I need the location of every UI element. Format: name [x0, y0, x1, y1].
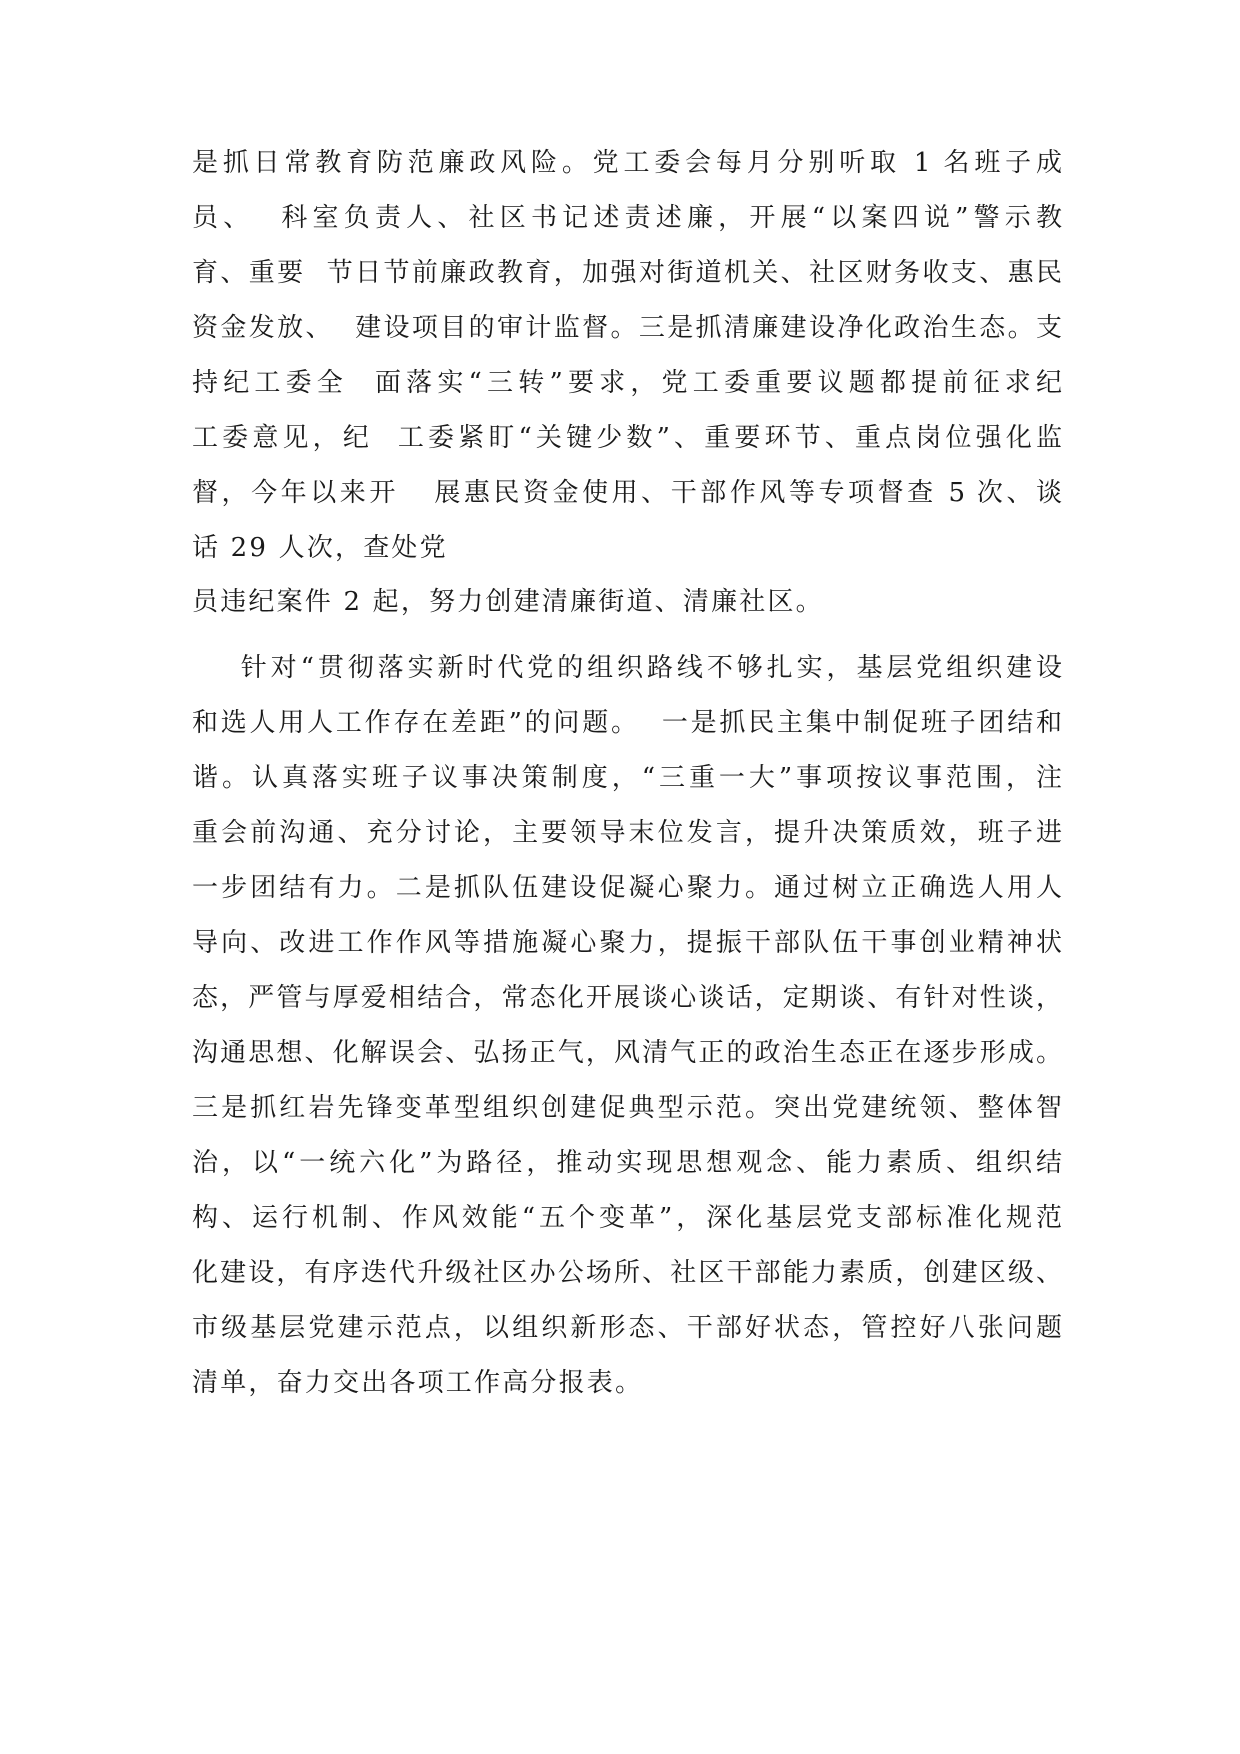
paragraph-2-line-11: 构、运行机制、作风效能“五个变革”，深化基层党支部标准化规范 [192, 1203, 1062, 1233]
paragraph-2-line-5: 一步团结有力。二是抓队伍建设促凝心聚力。通过树立正确选人用人 [192, 873, 1062, 903]
paragraph-2-line-7: 态，严管与厚爱相结合，常态化开展谈心谈话，定期谈、有针对性谈， [192, 983, 1062, 1013]
paragraph-1-line-6: 工委意见，纪 工委紧盯“关键少数”、重要环节、重点岗位强化监 [192, 423, 1062, 453]
paragraph-1-line-3: 育、重要 节日节前廉政教育，加强对街道机关、社区财务收支、惠民 [192, 258, 1062, 288]
paragraph-2-line-13: 市级基层党建示范点，以组织新形态、干部好状态，管控好八张问题 [192, 1313, 1062, 1343]
paragraph-2-line-6: 导向、改进工作作风等措施凝心聚力，提振干部队伍干事创业精神状 [192, 928, 1062, 958]
paragraph-2-line-10: 治，以“一统六化”为路径，推动实现思想观念、能力素质、组织结 [192, 1148, 1062, 1178]
paragraph-2-line-12: 化建设，有序迭代升级社区办公场所、社区干部能力素质，创建区级、 [192, 1258, 1062, 1288]
paragraph-2-line-3: 谐。认真落实班子议事决策制度，“三重一大”事项按议事范围，注 [192, 763, 1062, 793]
paragraph-1-line-8: 话 29 人次，查处党 [192, 533, 448, 563]
paragraph-1-line-7: 督，今年以来开 展惠民资金使用、干部作风等专项督查 5 次、谈 [192, 478, 1062, 508]
paragraph-2-line-14: 清单，奋力交出各项工作高分报表。 [192, 1368, 644, 1398]
paragraph-1-line-5: 持纪工委全 面落实“三转”要求，党工委重要议题都提前征求纪 [192, 368, 1062, 398]
paragraph-2-line-4: 重会前沟通、充分讨论，主要领导末位发言，提升决策质效，班子进 [192, 818, 1062, 848]
paragraph-2-line-1: 针对“贯彻落实新时代党的组织路线不够扎实，基层党组织建设 [192, 653, 1062, 683]
paragraph-2-line-8: 沟通思想、化解误会、弘扬正气，风清气正的政治生态正在逐步形成。 [192, 1038, 1062, 1068]
paragraph-2-line-9: 三是抓红岩先锋变革型组织创建促典型示范。突出党建统领、整体智 [192, 1093, 1062, 1123]
paragraph-2-line-2: 和选人用人工作存在差距”的问题。 一是抓民主集中制促班子团结和 [192, 708, 1062, 738]
paragraph-1-line-1: 是抓日常教育防范廉政风险。党工委会每月分别听取 1 名班子成 [192, 148, 1062, 178]
paragraph-1-line-2: 员、 科室负责人、社区书记述责述廉，开展“以案四说”警示教 [192, 203, 1062, 233]
paragraph-1-line-4: 资金发放、 建设项目的审计监督。三是抓清廉建设净化政治生态。支 [192, 313, 1062, 343]
paragraph-1-line-9: 员违纪案件 2 起，努力创建清廉街道、清廉社区。 [192, 587, 824, 617]
